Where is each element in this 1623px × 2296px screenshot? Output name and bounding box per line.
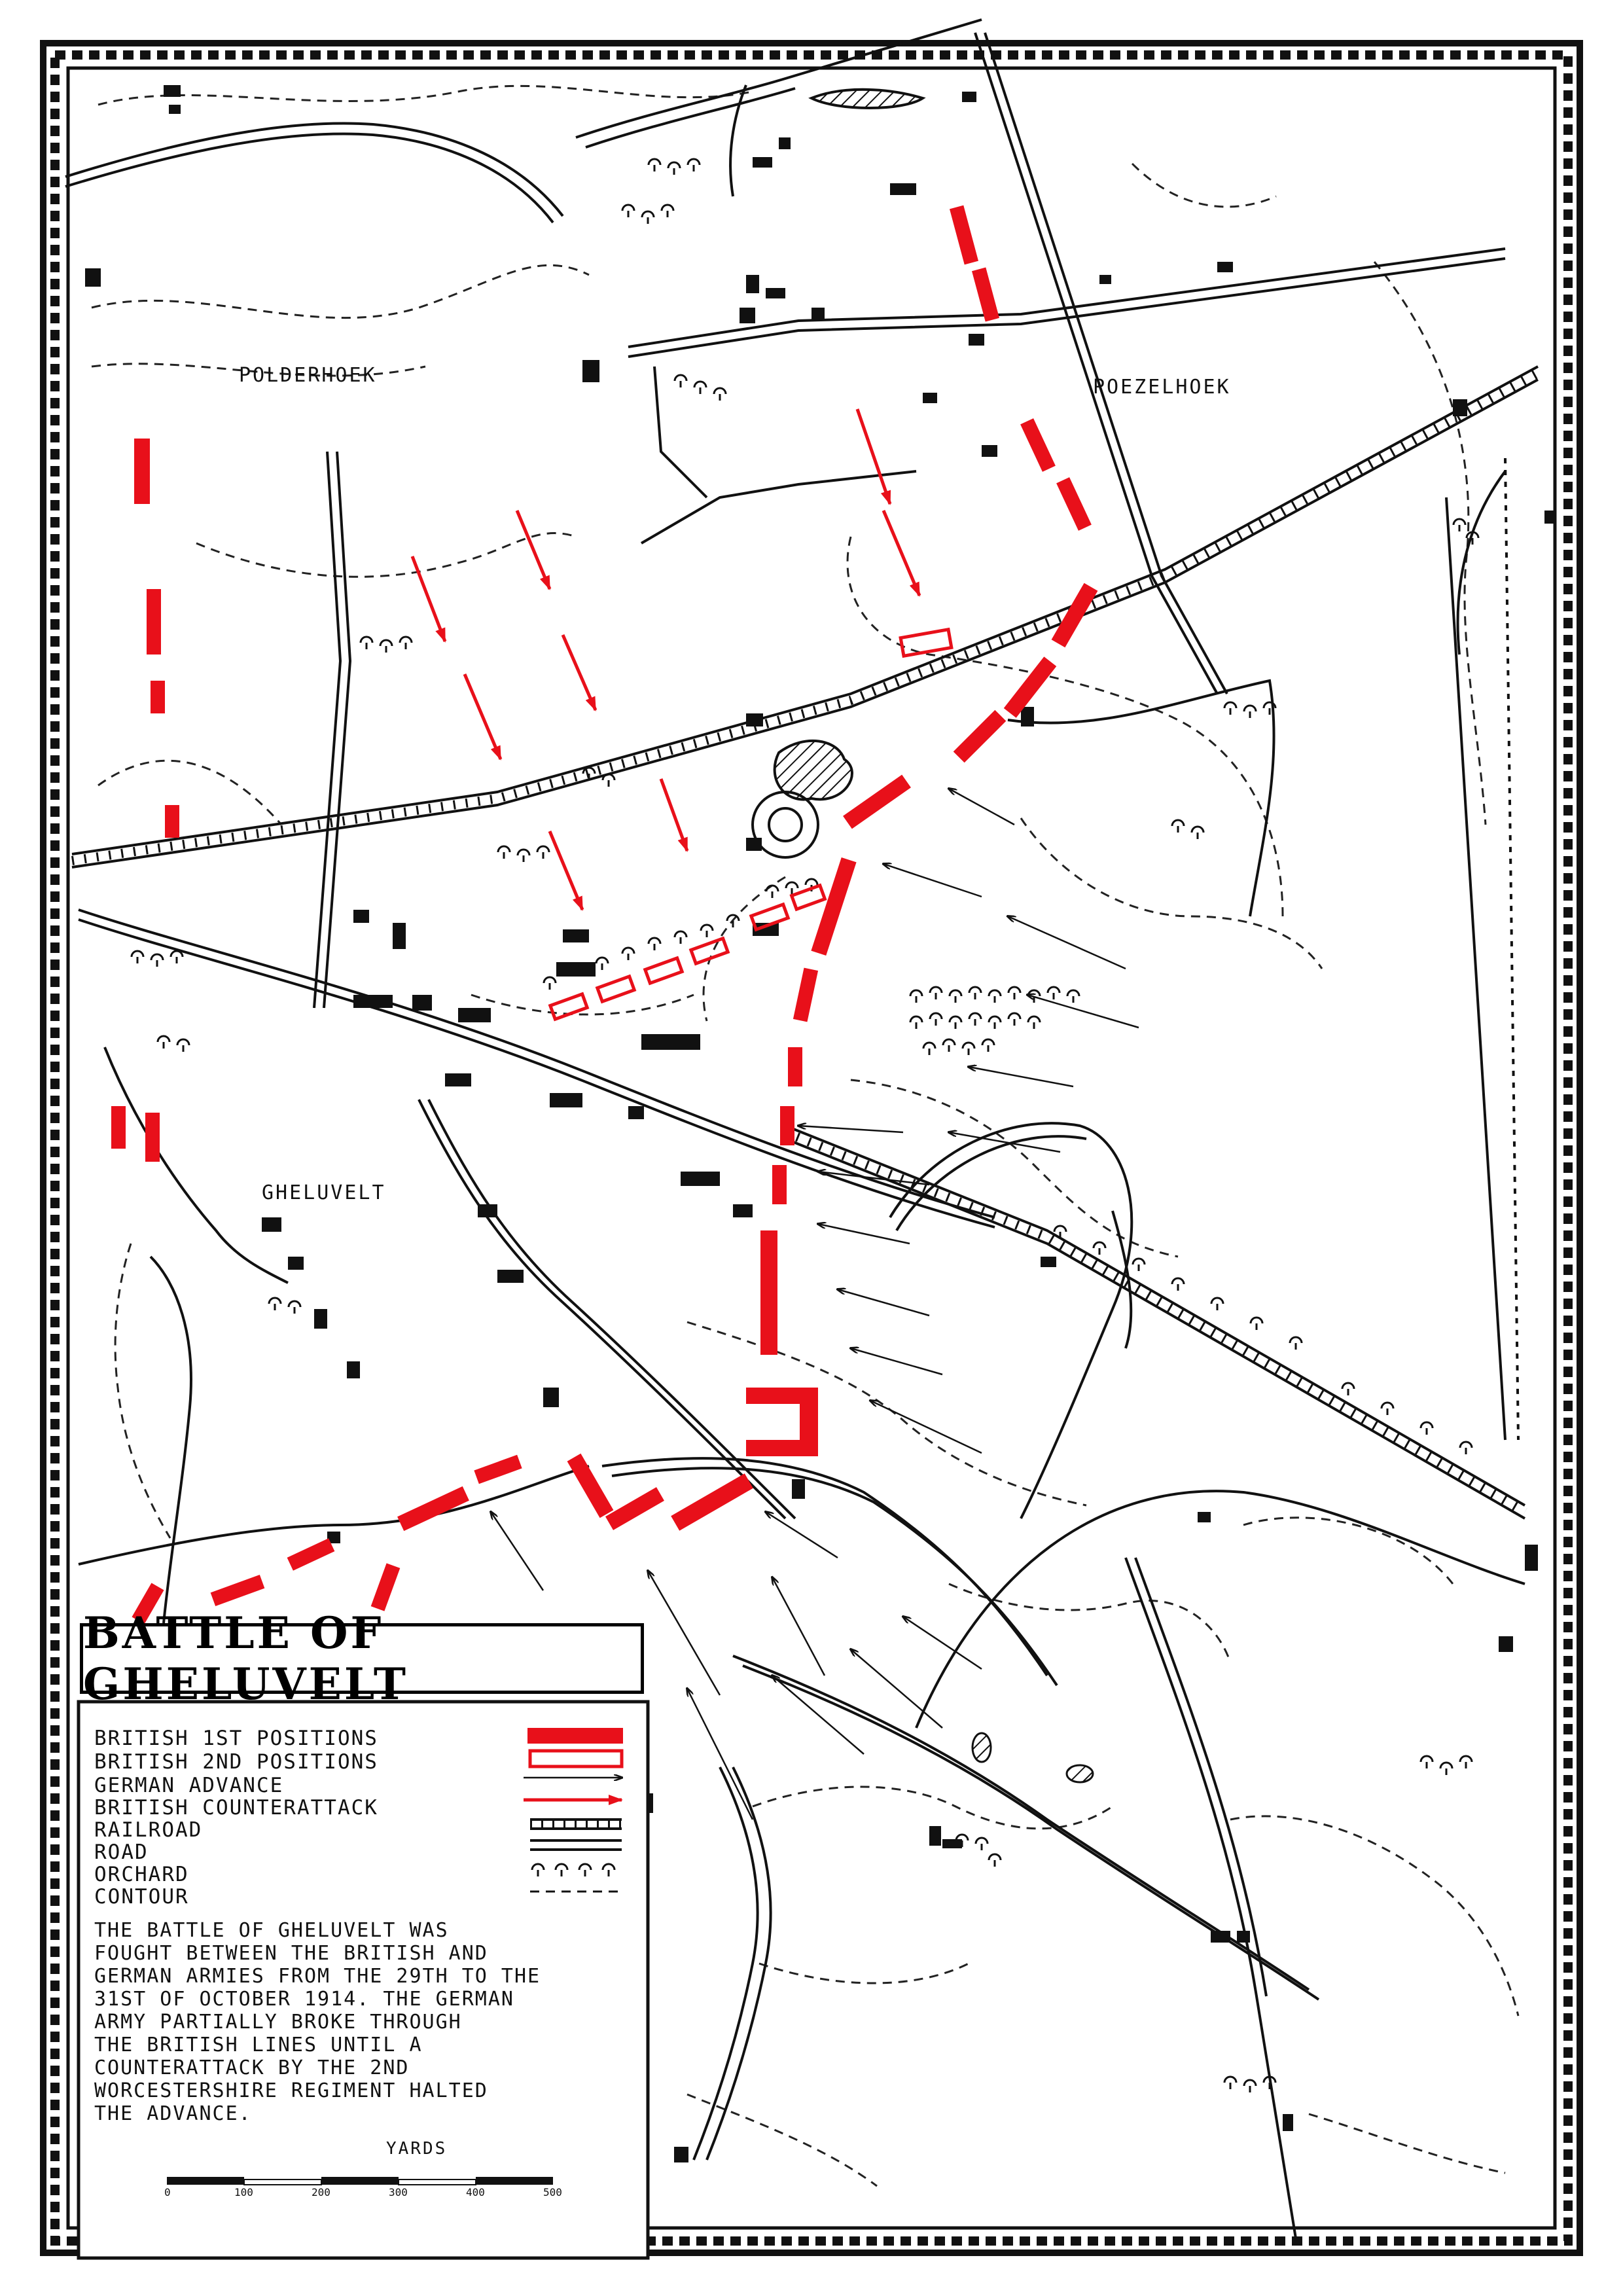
description-line: ARMY PARTIALLY BROKE THROUGH bbox=[94, 2011, 462, 2034]
map-title: BATTLE OF GHELUVELT bbox=[83, 1607, 409, 1710]
german-advance-arrow bbox=[949, 1132, 1060, 1152]
map-title-box bbox=[80, 1607, 644, 1710]
german-advance-arrow bbox=[883, 864, 982, 897]
german-advance-arrow bbox=[1008, 916, 1126, 969]
railroads bbox=[72, 367, 1538, 1518]
german-advance-arrow bbox=[687, 1689, 753, 1820]
legend-british-1st-label: BRITISH 1ST POSITIONS bbox=[94, 1727, 378, 1750]
german-advance-arrow bbox=[851, 1649, 942, 1728]
german-advance-arrow bbox=[766, 1512, 838, 1558]
german-advance-arrow bbox=[969, 1067, 1073, 1086]
german-advance-arrow bbox=[851, 1348, 942, 1374]
german-advance-arrow bbox=[772, 1676, 864, 1754]
scale-tick: 300 bbox=[389, 2186, 408, 2198]
label-polderhoek: POLDERHOEK bbox=[239, 364, 377, 387]
german-advance-arrow bbox=[949, 789, 1014, 825]
german-advance-arrow bbox=[1027, 995, 1139, 1028]
description-line: 31ST OF OCTOBER 1914. THE GERMAN bbox=[94, 1988, 514, 2011]
label-poezelhoek: POEZELHOEK bbox=[1093, 376, 1231, 399]
german-advance-arrow bbox=[491, 1512, 543, 1590]
description-line: WORCESTERSHIRE REGIMENT HALTED bbox=[94, 2079, 488, 2102]
scale-tick: 200 bbox=[312, 2186, 330, 2198]
counterattack-arrow bbox=[563, 635, 596, 710]
counterattack-arrow bbox=[550, 831, 582, 910]
german-advance-arrow bbox=[838, 1289, 929, 1316]
scale-tick: 0 bbox=[164, 2186, 171, 2198]
german-advance-arrow bbox=[798, 1126, 903, 1132]
scale-label: YARDS bbox=[386, 2139, 448, 2159]
british-1st-positions bbox=[111, 206, 1097, 1624]
scale-tick: 500 bbox=[543, 2186, 562, 2198]
legend-railroad-label: RAILROAD bbox=[94, 1818, 203, 1842]
description-line: THE BRITISH LINES UNTIL A bbox=[94, 2034, 423, 2056]
german-advance-arrow bbox=[818, 1224, 910, 1244]
ponds bbox=[753, 90, 1093, 1782]
description-line: FOUGHT BETWEEN THE BRITISH AND bbox=[94, 1942, 488, 1965]
british-counterattack-arrows bbox=[412, 409, 919, 910]
description-line: THE BATTLE OF GHELUVELT WAS bbox=[94, 1919, 449, 1942]
label-gheluvelt: GHELUVELT bbox=[262, 1181, 386, 1204]
legend bbox=[79, 1702, 648, 2258]
german-advance-arrow bbox=[870, 1401, 982, 1453]
description-line: GERMAN ARMIES FROM THE 29TH TO THE bbox=[94, 1965, 541, 1988]
scale-tick: 400 bbox=[466, 2186, 485, 2198]
german-advance-arrow bbox=[772, 1577, 825, 1676]
battle-description bbox=[79, 1916, 641, 2125]
description-line: COUNTERATTACK BY THE 2ND bbox=[94, 2056, 410, 2079]
legend-orchard-label: ORCHARD bbox=[94, 1863, 189, 1886]
counterattack-arrow bbox=[883, 511, 919, 596]
counterattack-arrow bbox=[857, 409, 890, 504]
british-2nd-positions bbox=[550, 630, 952, 1019]
counterattack-arrow bbox=[661, 779, 687, 851]
legend-german-advance-label: GERMAN ADVANCE bbox=[94, 1774, 284, 1797]
legend-contour-label: CONTOUR bbox=[94, 1885, 189, 1909]
scale-tick: 100 bbox=[234, 2186, 253, 2198]
german-advance-arrow bbox=[903, 1617, 982, 1669]
counterattack-arrow bbox=[465, 674, 501, 759]
counterattack-arrow bbox=[517, 511, 550, 589]
legend-road-label: ROAD bbox=[94, 1840, 149, 1864]
german-advance-arrow bbox=[648, 1571, 720, 1695]
description-line: THE ADVANCE. bbox=[94, 2102, 252, 2125]
legend-british-2nd-label: BRITISH 2ND POSITIONS bbox=[94, 1750, 378, 1774]
legend-counterattack-label: BRITISH COUNTERATTACK bbox=[94, 1796, 378, 1820]
